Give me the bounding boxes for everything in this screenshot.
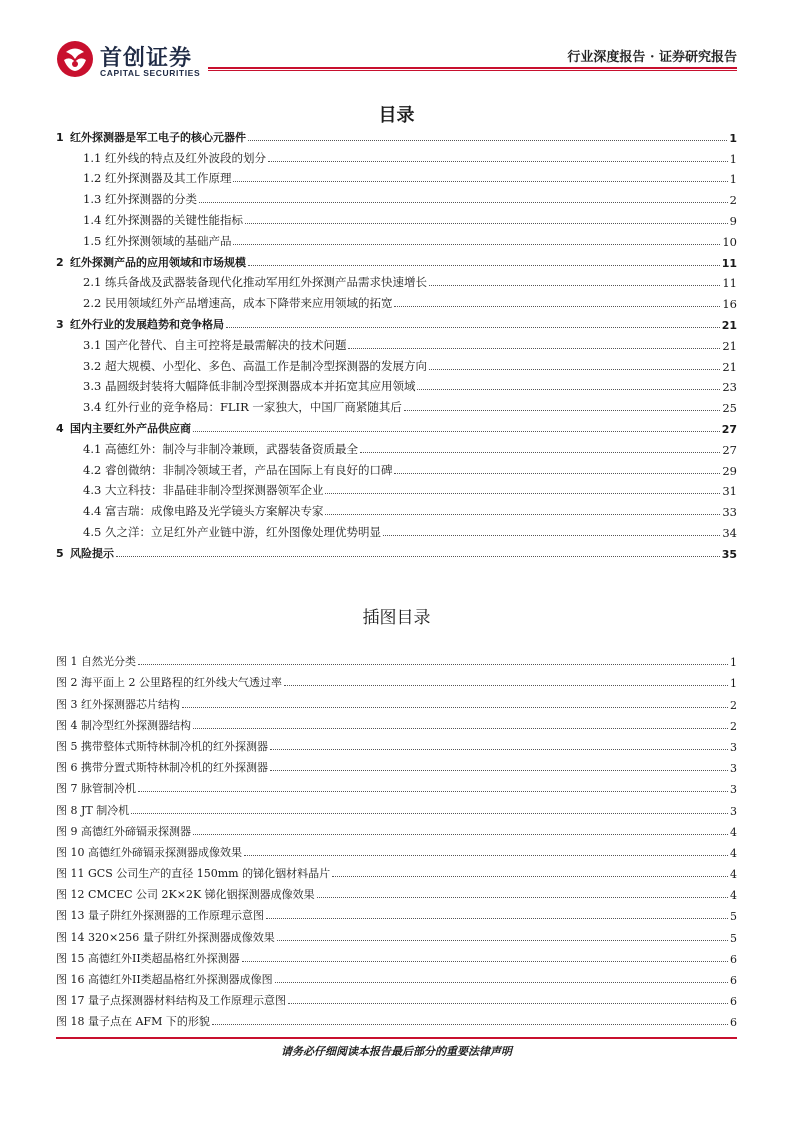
toc-entry[interactable] xyxy=(56,249,737,270)
dot-leader xyxy=(268,161,728,162)
figure-entry-label: 图 8 JT 制冷机 xyxy=(56,803,130,817)
toc-entry-label: 2.1 练兵备战及武器装备现代化推动军用红外探测产品需求快速增长 xyxy=(83,275,427,290)
dot-leader xyxy=(212,1024,728,1025)
toc-entry-text xyxy=(83,295,392,311)
figure-page-number: 6 xyxy=(730,1016,737,1030)
figure-list-title: 插图目录 xyxy=(362,608,431,628)
figure-entry-label: 图 3 红外探测器芯片结构 xyxy=(56,697,180,711)
toc-page-number: 1 xyxy=(729,131,737,145)
toc-page-number: 21 xyxy=(722,338,737,353)
figure-page-number: 3 xyxy=(730,740,737,754)
dot-leader xyxy=(429,285,720,286)
figure-entry[interactable] xyxy=(56,754,737,775)
figure-entry[interactable] xyxy=(56,1008,737,1029)
toc-page-number: 21 xyxy=(722,359,737,374)
toc-entry-label: 3.2 超大规模、小型化、多色、高温工作是制冷型探测器的发展方向 xyxy=(83,358,427,373)
toc-entry[interactable] xyxy=(56,207,737,228)
toc-entry-label: 1.1 红外线的特点及红外波段的划分 xyxy=(83,150,266,165)
figure-entry[interactable] xyxy=(56,860,737,881)
toc-page-number: 11 xyxy=(722,276,737,291)
toc-entry-label: 1.4 红外探测器的关键性能指标 xyxy=(83,212,243,227)
toc-page-number: 27 xyxy=(722,442,737,457)
dot-leader xyxy=(277,940,728,941)
figure-page-number: 5 xyxy=(730,910,737,924)
dot-leader xyxy=(116,556,720,557)
figure-entry[interactable] xyxy=(56,796,737,817)
dot-leader xyxy=(242,961,728,962)
figure-entry-label: 图 6 携带分置式斯特林制冷机的红外探测器 xyxy=(56,761,268,775)
dot-leader xyxy=(270,770,728,771)
toc-entry-text xyxy=(83,150,266,166)
figure-entry-label: 图 4 制冷型红外探测器结构 xyxy=(56,718,191,732)
toc-entry[interactable] xyxy=(56,186,737,207)
toc-entry-text xyxy=(83,337,346,353)
toc-entry[interactable] xyxy=(56,478,737,499)
toc-entry[interactable] xyxy=(56,228,737,249)
figure-page-number: 5 xyxy=(730,931,737,945)
toc-entry[interactable] xyxy=(56,394,737,415)
figure-page-number: 6 xyxy=(730,995,737,1009)
figure-entry[interactable] xyxy=(56,669,737,690)
toc-entry-text xyxy=(83,170,231,186)
toc-entry-text xyxy=(83,482,323,498)
dot-leader xyxy=(138,664,728,665)
toc-page-number: 33 xyxy=(722,505,737,520)
figure-page-number: 6 xyxy=(730,974,737,987)
toc-entry-number: 3 xyxy=(56,317,64,331)
figure-entry-label: 图 11 GCS 公司生产的直径 150mm 的锑化铟材料晶片 xyxy=(56,867,331,881)
figure-entry[interactable] xyxy=(56,712,737,733)
toc-entry-text xyxy=(83,503,323,519)
toc-page-number: 31 xyxy=(722,484,737,499)
toc-entry-text xyxy=(83,233,231,249)
toc-entry-label: 红外探测产品的应用领域和市场规模 xyxy=(70,255,246,269)
dot-leader xyxy=(394,306,720,307)
figure-entry[interactable] xyxy=(56,733,737,754)
figure-entry-label: 图 17 量子点探测器材料结构及工作原理示意图 xyxy=(56,994,286,1008)
company-logo xyxy=(56,40,216,80)
toc-entry-label: 国内主要红外产品供应商 xyxy=(70,421,191,435)
figure-page-number: 3 xyxy=(730,762,737,776)
toc-entry-label: 4.3 大立科技：非晶硅非制冷型探测器领军企业 xyxy=(83,483,324,498)
figure-entry[interactable] xyxy=(56,690,737,711)
dot-leader xyxy=(138,791,728,792)
dot-leader xyxy=(233,181,727,182)
dot-leader xyxy=(288,1003,728,1004)
toc-entry-text xyxy=(56,129,246,145)
toc-page-number: 1 xyxy=(729,172,737,187)
figure-entry-label: 图 9 高德红外碲镉汞探测器 xyxy=(56,824,191,838)
figure-page-number: 4 xyxy=(730,889,737,903)
toc-entry-label: 4.1 高德红外：制冷与非制冷兼顾，武器装备资质最全 xyxy=(83,441,358,456)
toc-entry-label: 4.2 睿创微纳：非制冷领域王者，产品在国际上有良好的口碑 xyxy=(83,462,393,477)
figure-page-number: 4 xyxy=(730,825,737,839)
figure-page-number: 2 xyxy=(730,719,737,733)
toc-entry-text xyxy=(83,274,427,290)
dot-leader xyxy=(284,685,728,686)
legal-notice-footer: 请务必仔细阅读本报告最后部分的重要法律声明 xyxy=(281,1045,512,1058)
toc-entry[interactable] xyxy=(56,145,737,166)
figure-entry-label: 图 1 自然光分类 xyxy=(56,655,136,669)
figure-page-number: 3 xyxy=(730,804,737,818)
toc-entry-label: 2.2 民用领域红外产品增速高，成本下降带来应用领域的拓宽 xyxy=(83,296,393,311)
report-type-label: 行业深度报告 · 证券研究报告 xyxy=(567,50,737,65)
figure-entry[interactable] xyxy=(56,945,737,966)
figure-entry-label: 图 7 脉管制冷机 xyxy=(56,782,136,796)
toc-entry-text xyxy=(56,254,246,270)
toc-page-number: 9 xyxy=(729,213,737,228)
figure-entry-label: 图 10 高德红外碲镉汞探测器成像效果 xyxy=(56,845,242,859)
toc-entry-label: 4.4 富吉瑞：成像电路及光学镜头方案解决专家 xyxy=(83,504,324,519)
toc-entry-text xyxy=(56,420,191,436)
toc-entry-number: 4 xyxy=(56,421,64,435)
dot-leader xyxy=(248,265,720,266)
toc-entry-text xyxy=(83,524,381,540)
toc-entry-number: 1 xyxy=(56,130,64,144)
dot-leader xyxy=(317,897,728,898)
header-rule xyxy=(208,67,737,69)
toc-page-number: 23 xyxy=(722,380,737,395)
figure-page-number: 1 xyxy=(730,677,737,691)
dot-leader xyxy=(325,493,720,494)
toc-entry[interactable] xyxy=(56,332,737,353)
figure-entry[interactable] xyxy=(56,902,737,923)
toc-entry[interactable] xyxy=(56,540,737,561)
dot-leader xyxy=(270,749,728,750)
figure-entry-label: 图 18 量子点在 AFM 下的形貌 xyxy=(56,1015,210,1029)
figure-entry[interactable] xyxy=(56,966,737,987)
dot-leader xyxy=(383,535,720,536)
toc-page-number: 2 xyxy=(729,193,737,208)
toc-entry-label: 3.3 晶圆级封装将大幅降低非制冷型探测器成本并拓宽其应用领域 xyxy=(83,379,416,394)
dot-leader xyxy=(325,514,720,515)
header-rule-thin xyxy=(208,70,737,71)
figure-entry[interactable] xyxy=(56,775,737,796)
logo-text-en: CAPITAL SECURITIES xyxy=(100,68,201,78)
toc-entry-text xyxy=(56,316,224,332)
toc-entry[interactable] xyxy=(56,498,737,519)
dot-leader xyxy=(417,389,720,390)
toc-entry-text xyxy=(83,212,243,228)
dot-leader xyxy=(193,834,728,835)
toc-entry[interactable] xyxy=(56,415,737,436)
toc-entry[interactable] xyxy=(56,124,737,145)
toc-entry-text xyxy=(83,191,197,207)
figure-entry[interactable] xyxy=(56,923,737,944)
toc-entry-label: 3.4 红外行业的竞争格局：FLIR 一家独大，中国厂商紧随其后 xyxy=(83,400,402,415)
toc-entry-text xyxy=(83,399,402,415)
table-of-contents xyxy=(56,124,737,561)
toc-entry-text xyxy=(83,378,415,394)
dot-leader xyxy=(332,876,728,877)
toc-entry-label: 3.1 国产化替代、自主可控将是最需解决的技术问题 xyxy=(83,337,347,352)
figure-entry-label: 图 2 海平面上 2 公里路程的红外线大气透过率 xyxy=(56,676,282,690)
dot-leader xyxy=(233,244,720,245)
toc-entry-number: 5 xyxy=(56,546,64,560)
figure-page-number: 3 xyxy=(730,783,737,797)
dot-leader xyxy=(193,431,720,432)
dot-leader xyxy=(266,918,728,919)
toc-entry[interactable] xyxy=(56,353,737,374)
toc-entry-number: 2 xyxy=(56,255,64,269)
logo-text-cn: 首创证券 xyxy=(100,46,193,71)
toc-title: 目录 xyxy=(378,105,415,126)
toc-entry-label: 风险提示 xyxy=(70,546,114,560)
dot-leader xyxy=(429,369,720,370)
toc-entry[interactable] xyxy=(56,166,737,187)
toc-entry[interactable] xyxy=(56,290,737,311)
toc-entry[interactable] xyxy=(56,270,737,291)
figure-entry[interactable] xyxy=(56,987,737,1008)
figure-page-number: 6 xyxy=(730,952,737,966)
dot-leader xyxy=(226,327,720,328)
logo-mark-icon xyxy=(56,40,94,78)
dot-leader xyxy=(131,813,728,814)
figure-entry[interactable] xyxy=(56,881,737,902)
toc-entry-label: 4.5 久之洋：立足红外产业链中游，红外图像处理优势明显 xyxy=(83,524,381,539)
toc-entry-label: 1.2 红外探测器及其工作原理 xyxy=(83,171,232,186)
figure-entry-label: 图 16 高德红外II类超晶格红外探测器成像图 xyxy=(56,973,273,986)
figure-page-number: 4 xyxy=(730,868,737,882)
dot-leader xyxy=(248,140,727,141)
dot-leader xyxy=(394,473,720,474)
toc-page-number: 10 xyxy=(722,234,737,249)
toc-page-number: 27 xyxy=(721,422,737,436)
figure-entry-label: 图 12 CMCEC 公司 2K×2K 锑化铟探测器成像效果 xyxy=(56,888,315,902)
toc-entry[interactable] xyxy=(56,519,737,540)
figure-entry[interactable] xyxy=(56,839,737,860)
dot-leader xyxy=(360,452,720,453)
toc-page-number: 34 xyxy=(722,525,737,540)
toc-entry-text xyxy=(83,358,427,374)
toc-page-number: 35 xyxy=(721,547,737,561)
toc-entry-label: 红外探测器是军工电子的核心元器件 xyxy=(70,130,246,144)
toc-entry[interactable] xyxy=(56,436,737,457)
figure-page-number: 2 xyxy=(730,698,737,712)
figure-page-number: 4 xyxy=(730,846,737,860)
toc-entry-text xyxy=(83,441,358,457)
toc-entry[interactable] xyxy=(56,374,737,395)
toc-page-number: 21 xyxy=(721,318,737,332)
toc-entry-label: 1.3 红外探测器的分类 xyxy=(83,192,197,207)
toc-page-number: 29 xyxy=(722,463,737,478)
figure-entry[interactable] xyxy=(56,818,737,839)
figure-list xyxy=(56,648,737,1029)
toc-page-number: 1 xyxy=(729,151,737,166)
dot-leader xyxy=(275,982,728,983)
dot-leader xyxy=(404,410,720,411)
toc-entry[interactable] xyxy=(56,457,737,478)
footer-rule xyxy=(56,1037,737,1039)
dot-leader xyxy=(182,707,728,708)
dot-leader xyxy=(193,728,728,729)
toc-page-number: 11 xyxy=(721,256,737,270)
figure-entry-label: 图 5 携带整体式斯特林制冷机的红外探测器 xyxy=(56,739,268,753)
dot-leader xyxy=(199,202,728,203)
figure-entry-label: 图 13 量子阱红外探测器的工作原理示意图 xyxy=(56,909,264,923)
toc-entry[interactable] xyxy=(56,311,737,332)
dot-leader xyxy=(244,855,728,856)
toc-entry-label: 红外行业的发展趋势和竞争格局 xyxy=(70,317,224,331)
toc-page-number: 25 xyxy=(722,401,737,416)
toc-entry-text xyxy=(83,462,392,478)
toc-entry-label: 1.5 红外探测领域的基础产品 xyxy=(83,233,232,248)
dot-leader xyxy=(348,348,720,349)
figure-entry-label: 图 14 320×256 量子阱红外探测器成像效果 xyxy=(56,930,275,944)
dot-leader xyxy=(245,223,728,224)
figure-entry[interactable] xyxy=(56,648,737,669)
toc-entry-text xyxy=(56,545,114,561)
toc-page-number: 16 xyxy=(722,297,737,312)
figure-page-number: 1 xyxy=(730,656,737,670)
figure-entry-label: 图 15 高德红外II类超晶格红外探测器 xyxy=(56,951,240,965)
